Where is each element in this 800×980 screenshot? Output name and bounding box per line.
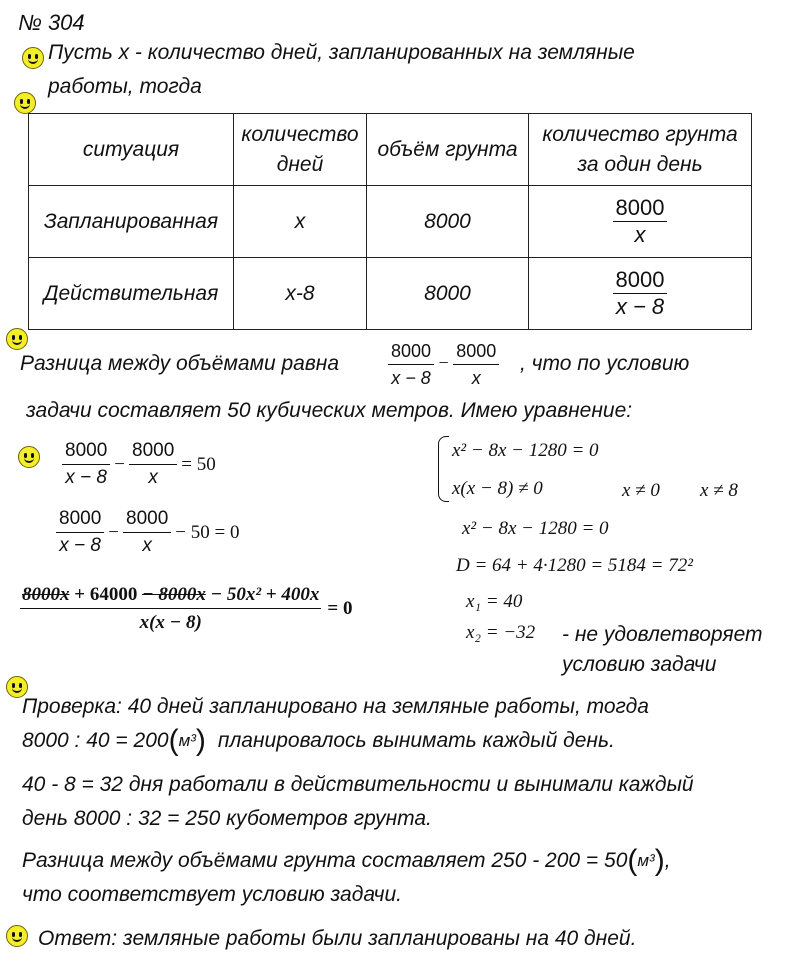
paren-close: ) xyxy=(654,844,665,877)
check-line-3: 40 - 8 = 32 дня работали в действительности и вынимали каждый xyxy=(22,773,694,796)
root-x2-note-1: - не удовлетворяет xyxy=(562,623,763,646)
paren-close: ) xyxy=(195,724,206,757)
equation-rhs: = 50 xyxy=(181,453,216,475)
cell-volume: 8000 xyxy=(367,186,529,258)
fraction-numerator: 8000 xyxy=(123,506,171,533)
check-line-4: день 8000 : 32 = 250 кубометров грунта. xyxy=(22,807,432,830)
cell-situation: Действительная xyxy=(29,258,234,330)
check-difference: Разница между объёмами грунта составляет 250 - 200 = 50 xyxy=(22,849,628,872)
difference-expression xyxy=(388,338,499,391)
root-x2-note-2: условию задачи xyxy=(562,653,717,676)
fraction-denominator: x − 8 xyxy=(615,294,665,319)
fraction xyxy=(453,338,499,391)
unit-m3: м³ xyxy=(637,851,655,870)
smiley-icon xyxy=(22,47,44,69)
header-situation: ситуация xyxy=(29,114,234,186)
root-x1: x₁ = 40 xyxy=(466,591,523,612)
term-cancelled: − 8000x xyxy=(142,584,206,605)
fraction-numerator: 8000 xyxy=(453,338,499,365)
difference-text-line2: задачи составляет 50 кубических метров. Имею уравнение: xyxy=(26,399,633,422)
smiley-icon xyxy=(6,328,28,350)
paren-open: ( xyxy=(168,724,179,757)
paren-open: ( xyxy=(627,844,638,877)
check-text: планировалось вынимать каждый день. xyxy=(217,729,615,752)
fraction-numerator: 8000 xyxy=(62,438,110,465)
minus-sign: − xyxy=(108,521,119,543)
fraction-denominator: x xyxy=(471,368,481,388)
cell-days: х-8 xyxy=(234,258,367,330)
fraction-numerator: 8000 xyxy=(56,506,104,533)
equation-3 xyxy=(20,584,352,634)
equation-1 xyxy=(62,438,216,491)
fraction-numerator: 8000 xyxy=(613,267,668,294)
smiley-icon xyxy=(14,92,36,114)
fraction-denominator: x(x − 8) xyxy=(139,612,202,633)
fraction-numerator: 8000 xyxy=(388,338,434,365)
header-volume: объём грунта xyxy=(367,114,529,186)
table-row xyxy=(29,186,752,258)
minus-sign: − xyxy=(114,453,125,475)
fraction xyxy=(62,438,110,491)
intro-line-2: работы, тогда xyxy=(48,75,202,98)
cell-days: x xyxy=(234,186,367,258)
check-line-5 xyxy=(22,846,671,875)
answer-text: Ответ: земляные работы были запланированы на 40 дней. xyxy=(38,927,637,950)
check-calculation: 8000 : 40 = 200 xyxy=(22,729,169,752)
check-line-1: Проверка: 40 дней запланировано на земляные работы, тогда xyxy=(22,695,649,718)
equation-2 xyxy=(56,506,239,559)
check-line-2 xyxy=(22,726,615,755)
fraction-numerator: 8000 xyxy=(129,438,177,465)
quadratic-equation: x² − 8x − 1280 = 0 xyxy=(462,518,609,539)
fraction-denominator: x xyxy=(142,535,152,556)
problem-number: № 304 xyxy=(18,10,85,35)
cell-volume: 8000 xyxy=(367,258,529,330)
difference-text-after: , что по условию xyxy=(520,352,690,375)
fraction-denominator: x − 8 xyxy=(65,467,107,488)
system-line-1: x² − 8x − 1280 = 0 xyxy=(452,440,599,461)
equation-rhs: = 0 xyxy=(327,598,353,619)
check-line-6: что соответствует условию задачи. xyxy=(22,883,402,906)
unit-m3: м³ xyxy=(178,731,196,750)
minus-sign: − xyxy=(438,352,449,373)
intro-line-1: Пусть х - количество дней, запланированных на земляные xyxy=(48,41,635,64)
fraction-denominator: x xyxy=(148,467,158,488)
system-brace xyxy=(438,436,449,502)
fraction-denominator: x − 8 xyxy=(391,368,431,388)
condition-x-not-0: x ≠ 0 xyxy=(622,480,660,501)
smiley-icon xyxy=(18,446,40,468)
root-x2: x₂ = −32 xyxy=(466,622,536,643)
fraction xyxy=(388,338,434,391)
term: − 50x² + 400x xyxy=(210,584,320,605)
system-line-2: x(x − 8) ≠ 0 xyxy=(452,478,543,499)
fraction xyxy=(56,506,104,559)
fraction-numerator: 8000 xyxy=(613,195,668,222)
table-row xyxy=(29,258,752,330)
equation-rhs: − 50 = 0 xyxy=(175,521,240,543)
difference-text-before: Разница между объёмами равна xyxy=(20,352,340,375)
header-per-day: количество грунта за один день xyxy=(529,114,752,186)
fraction-denominator: x xyxy=(634,222,646,247)
smiley-icon xyxy=(6,925,28,947)
header-days: количество дней xyxy=(234,114,367,186)
cell-per-day xyxy=(529,258,752,330)
cell-per-day xyxy=(529,186,752,258)
fraction xyxy=(613,195,668,248)
fraction xyxy=(613,267,668,320)
cell-situation: Запланированная xyxy=(29,186,234,258)
fraction xyxy=(123,506,171,559)
fraction-denominator: x − 8 xyxy=(59,535,101,556)
condition-x-not-8: x ≠ 8 xyxy=(700,480,738,501)
table-header-row xyxy=(29,114,752,186)
fraction xyxy=(129,438,177,491)
big-fraction xyxy=(20,584,321,634)
term: + 64000 xyxy=(74,584,138,605)
fraction-numerator xyxy=(20,584,321,609)
discriminant: D = 64 + 4·1280 = 5184 = 72² xyxy=(456,555,693,576)
term-cancelled: 8000x xyxy=(22,584,70,605)
situation-table xyxy=(28,113,752,330)
comma: , xyxy=(664,849,671,872)
